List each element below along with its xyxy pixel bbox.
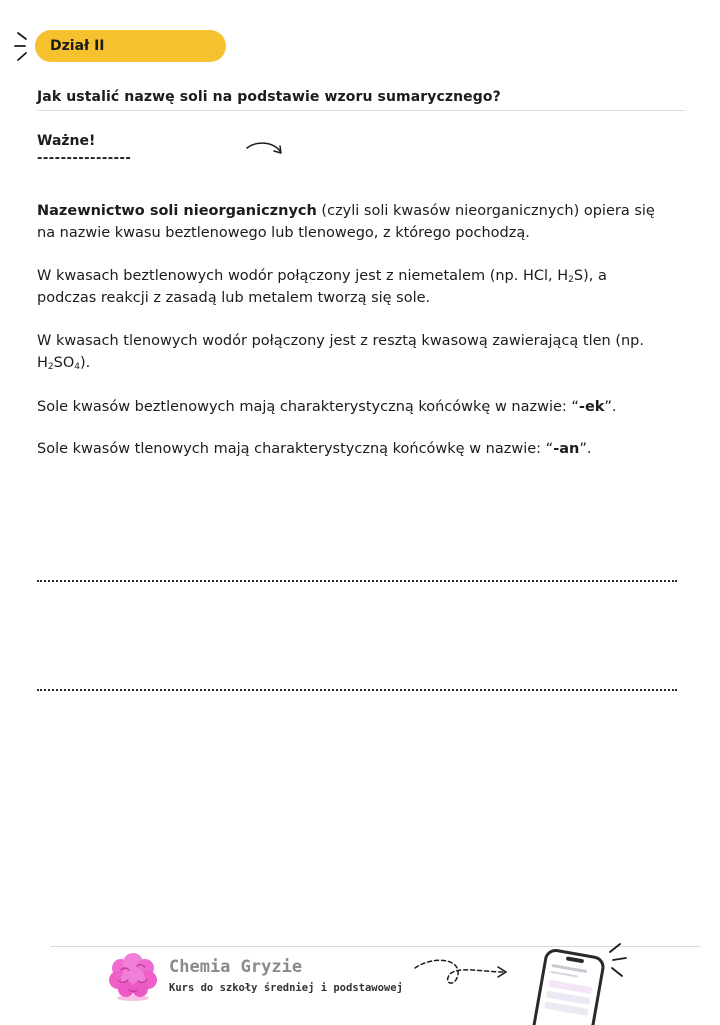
- sparkle-lines-icon: [14, 30, 36, 64]
- answer-line[interactable]: [37, 580, 677, 582]
- question-divider: [37, 110, 685, 111]
- paragraph-salt-naming: [37, 200, 667, 244]
- paragraph-text: (czyli soli kwasów nieorganicznych) opiera się na nazwie kwasu beztlenowego lub tlenowego, z którego pochodzą.: [37, 203, 655, 241]
- dashed-arrow-icon: [412, 950, 512, 992]
- paragraph-text: W kwasach beztlenowych wodór połączony jest z niemetalem (np. HCl, H: [37, 268, 569, 284]
- section-label: Dział II: [50, 38, 105, 54]
- subscript: 2: [47, 362, 54, 372]
- formula-part: SO: [53, 355, 75, 371]
- paragraph-text: W kwasach tlenowych wodór połączony jest z resztą kwasową zawierającą tlen (np. H: [37, 333, 644, 371]
- paragraph-oxygen-free-acids: [37, 265, 667, 309]
- brand-subtitle: Kurs do szkoły średniej i podstawowej: [169, 982, 403, 994]
- sparkle-lines-icon: [604, 940, 630, 980]
- paragraph-an-suffix: [37, 438, 667, 460]
- suffix-an: -an: [553, 441, 580, 457]
- paragraph-text: S), a podczas reakcji z zasadą lub metalem tworzą się sole.: [37, 268, 607, 306]
- paragraph-oxo-acids: [37, 330, 667, 374]
- subscript: 4: [74, 362, 80, 372]
- paragraph-text: ).: [80, 355, 91, 371]
- paragraph-text: Sole kwasów tlenowych mają charakterystyczną końcówkę w nazwie: “: [37, 441, 554, 457]
- salt-naming-term: Nazewnictwo soli nieorganicznych: [37, 203, 317, 219]
- phone-icon: [520, 945, 612, 1025]
- paragraph-text: ”.: [604, 399, 617, 415]
- brand-title: Chemia Gryzie: [169, 957, 303, 977]
- suffix-ek: -ek: [578, 399, 605, 415]
- paragraph-text: ”.: [579, 441, 592, 457]
- important-underline: ----------------: [37, 151, 132, 166]
- important-label: Ważne!: [37, 133, 96, 149]
- paragraph-ek-suffix: [37, 396, 667, 418]
- paragraph-text: Sole kwasów beztlenowych mają charakterystyczną końcówkę w nazwie: “: [37, 399, 579, 415]
- subscript: 2: [568, 275, 574, 285]
- section-badge: [35, 30, 226, 62]
- curved-arrow-icon: [244, 140, 286, 158]
- question-heading: Jak ustalić nazwę soli na podstawie wzoru sumarycznego?: [37, 89, 501, 105]
- answer-line[interactable]: [37, 689, 677, 691]
- brain-icon: [107, 952, 159, 1004]
